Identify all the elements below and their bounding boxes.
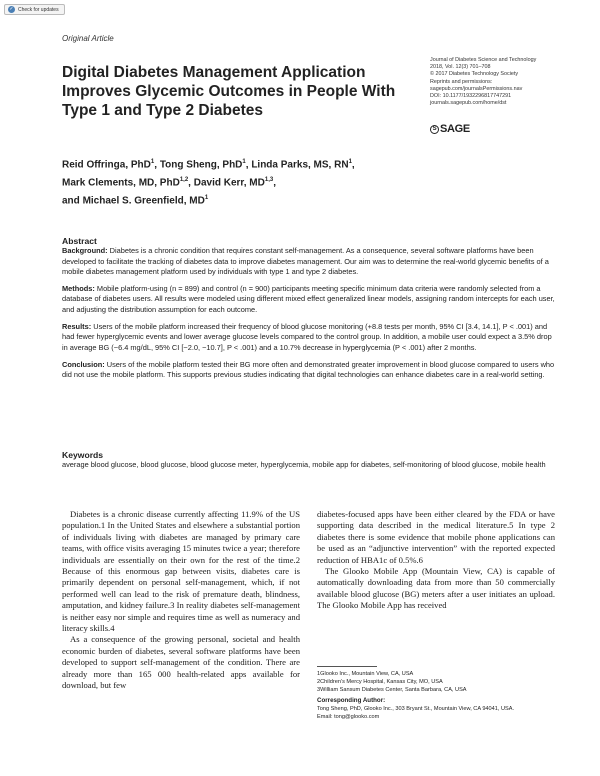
journal-info-line: sagepub.com/journalsPermissions.nav xyxy=(430,85,523,92)
article-title: Digital Diabetes Management Application Improves Glycemic Outcomes in People With Type 1 and Type 2 Diabetes xyxy=(62,64,396,119)
section-text: Diabetes is a chronic condition that requires constant self-management. As a consequence, several software platforms have been developed to facilitate the tracking of diabetes data to improve diabetes management. Our aim was to determine the real-world glycemic benefits of a mobile diabetes management platform used by individuals with type 1 and type 2 diabetes. xyxy=(62,246,549,276)
corresponding-author-email[interactable]: Email: tong@glooko.com xyxy=(317,714,380,720)
badge-label: Check for updates xyxy=(18,6,59,13)
section-label: Results: xyxy=(62,322,92,332)
body-paragraph: As a consequence of the growing personal, societal and health economic burden of diabetes, several software platforms have been developed to support self-management of the condition. There are already more than 165 000 health-related apps available for download, but few xyxy=(62,634,300,691)
keywords-heading: Keywords xyxy=(62,450,104,460)
keywords xyxy=(62,450,558,471)
body-column-right xyxy=(317,509,555,612)
author-name: Tong Sheng, PhD xyxy=(159,159,243,171)
author-list: Reid Offringa, PhD$^1$, Tong Sheng, PhD$^1$, Linda Parks, MS, $RN^1$, Mark Clements, MD, PhD$^{1,2}$, David Kerr, MD$^{1,3}$, and Michael S. Greenfield, $MD^1$ xyxy=(62,159,355,206)
author-affiliation: 1 xyxy=(204,194,209,201)
body-paragraph: The Glooko Mobile App (Mountain View, CA) is capable of automatically downloading data from more than 50 commercially available blood glucose (BG) meters after a user initiates an upload. The Glooko Mobile App has received xyxy=(317,566,555,611)
abstract-heading: Abstract xyxy=(62,236,97,246)
author-name: Mark Clements, MD, PhD xyxy=(62,177,180,189)
body-paragraph: diabetes-focused apps have been either cleared by the FDA or have supporting data described in the medical literature.5 In type 2 diabetes there is some evidence that mobile phone applications can be used as an “adjunctive intervention” with the reported expected reduction of HBA1c of 0.5%.6 xyxy=(317,509,555,565)
section-label: Background: xyxy=(62,246,108,256)
section-text: Users of the mobile platform increased their frequency of blood glucose monitoring (+8.8 tests per month, 95% CI [3.4, 14.1], P < .001) and had fewer hyperglycemic events and lower average glucose levels compared to the control group. In addition, a mobile user could expect a 3.5% drop in average BG (−6.4 mg/dL, 95% CI [−2.0, −10.7], P < .001) and a 10.7% decrease in hyperglycemia (P < .001) after 2 months. xyxy=(62,322,552,352)
affiliation-line: 3William Sansum Diabetes Center, Santa Barbara, CA, USA xyxy=(317,687,467,693)
section-text: Mobile platform-using (n = 899) and control (n = 900) participants meeting specific minimum data criteria were randomly selected from a database of diabetes users. All results were modeled using different mixed effect generalized linear models, assigning random intercepts for each user, and adjusting the distribution assumption for each outcome. xyxy=(62,284,555,314)
abstract-background xyxy=(62,246,558,277)
author-affiliation: 1,2 xyxy=(179,176,189,183)
body-column-left xyxy=(62,509,300,692)
author-name: Linda Parks, MS, RN xyxy=(251,159,349,171)
footnotes xyxy=(317,666,555,721)
abstract-results xyxy=(62,322,558,353)
author-name: David Kerr, MD xyxy=(193,177,265,189)
affiliation-line: 1Glooko Inc., Mountain View, CA, USA xyxy=(317,671,414,677)
corresponding-author-heading: Corresponding Author: xyxy=(317,697,386,704)
journal-info-line: Journal of Diabetes Science and Technology xyxy=(430,57,537,63)
section-label: Conclusion: xyxy=(62,359,105,369)
author-affiliation: 1,3 xyxy=(264,176,274,183)
sage-mark-icon: S xyxy=(430,125,439,134)
check-icon: ✓ xyxy=(9,6,14,12)
journal-info-line: Reprints and permissions: xyxy=(430,78,493,85)
sage-logo-text: SAGE xyxy=(440,123,470,135)
journal-info-line: journals.sagepub.com/home/dst xyxy=(430,100,507,107)
affiliation-line: 2Children’s Mercy Hospital, Kansas City, MO, USA xyxy=(317,679,443,685)
body-paragraph: Diabetes is a chronic disease currently affecting 11.9% of the US population.1 In the United States and elsewhere a substantial portion of individuals living with diabetes are managed by primary care teams, with office visits averaging 15 minutes twice a year; therefore individuals are essentially on their own for the rest of the time.2 Because of this enormous gap between visits, diabetes care is primarily dependent on personal self-management, which, if not performed well can lead to the risk of premature death, blindness, amputation, and kidney failure.3 In reality diabetes self-management is neither easy nor simple and requires time as well as numeracy and literacy skills.4 xyxy=(62,509,300,634)
journal-info-line: © 2017 Diabetes Technology Society xyxy=(430,71,519,78)
abstract xyxy=(62,236,558,388)
journal-info-line: 2018, Vol. 12(3) 701–708 xyxy=(430,64,491,71)
journal-info xyxy=(430,57,570,107)
author-affiliation: 1 xyxy=(242,159,246,165)
abstract-methods xyxy=(62,284,558,315)
abstract-conclusion xyxy=(62,360,558,381)
sage-logo xyxy=(430,123,470,135)
footnote-divider xyxy=(317,666,377,667)
section-text: Users of the mobile platform tested their BG more often and demonstrated greater improvement in blood glucose compared to users who did not use the mobile platform. This supports previous studies indicating that digital technologies can enhance diabetes care in a real-world setting. xyxy=(62,359,555,380)
author-name: Michael S. Greenfield, MD xyxy=(82,194,205,206)
author-affiliation: 1 xyxy=(348,159,352,165)
journal-info-line: DOI: 10.1177/1932296817747291 xyxy=(430,93,512,100)
keywords-text: average blood glucose, blood glucose, blood glucose meter, hyperglycemia, mobile app for diabetes, self-monitoring of blood glucose, mobile health xyxy=(62,460,546,470)
article-type: Original Article xyxy=(62,34,114,43)
author-name: Reid Offringa, PhD xyxy=(62,159,151,171)
author-affiliation: 1 xyxy=(150,159,155,165)
corresponding-author-text: Tong Sheng, PhD, Glooko Inc., 303 Bryant St., Mountain View, CA 94041, USA. xyxy=(317,706,515,712)
check-for-updates-badge[interactable] xyxy=(4,4,65,15)
section-label: Methods: xyxy=(62,284,95,294)
